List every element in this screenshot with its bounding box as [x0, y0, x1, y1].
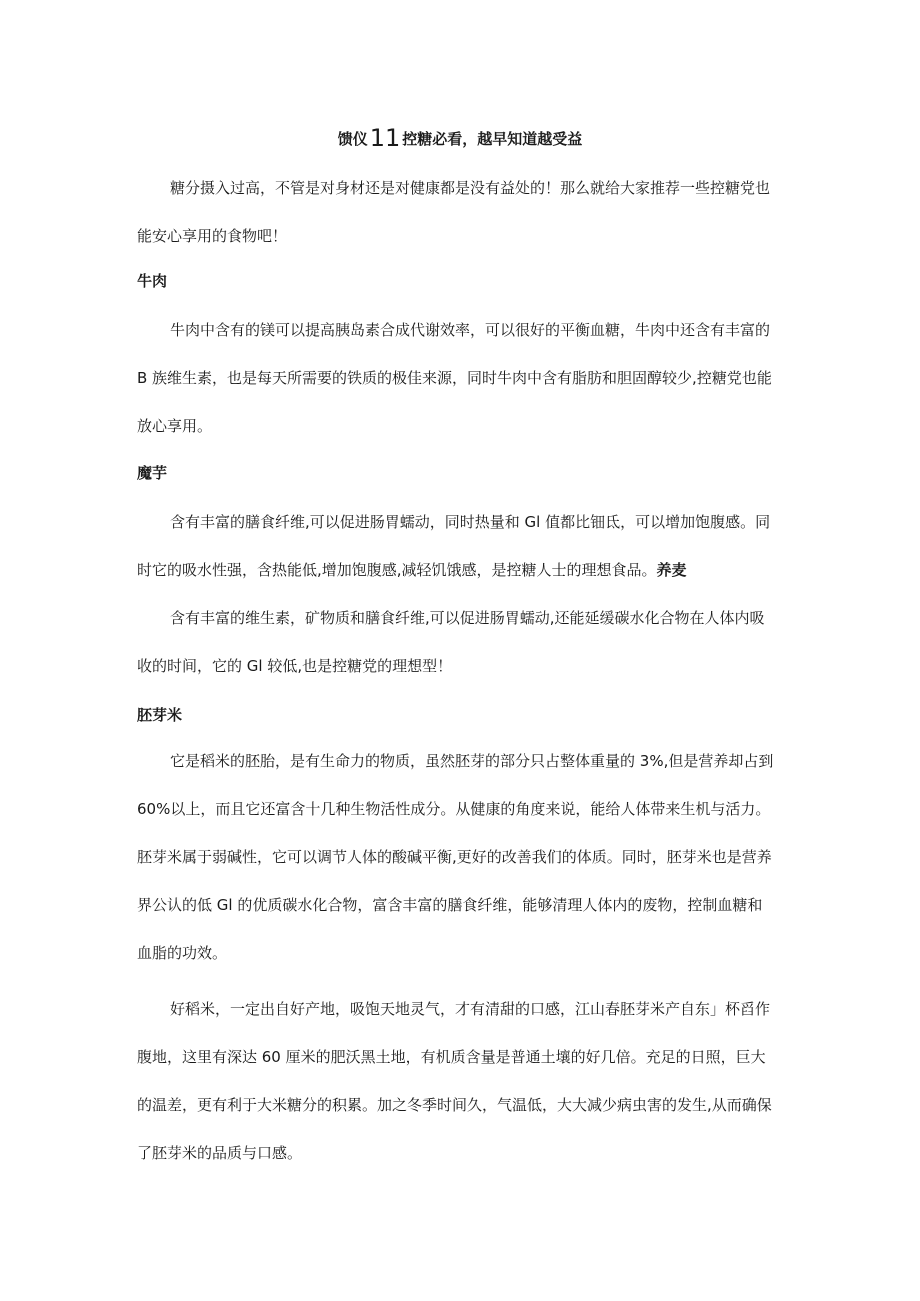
rice-origin-paragraph [137, 985, 792, 1177]
beef-paragraph [137, 306, 792, 450]
title-suffix: 控糖必看，越早知道越受益 [402, 130, 583, 148]
intro-line: 糖分摄入过高，不管是对身材还是对健康都是没有益处的！那么就给大家推荐一些控糖党也 [170, 179, 771, 197]
section-heading-germ-rice: 胚芽米 [137, 706, 183, 724]
buckwheat-line: 含有丰富的维生素，矿物质和膳食纤维,可以促进肠胃蠕动,还能延缓碳水化合物在人体内吸 [170, 609, 765, 627]
konjac-paragraph [137, 498, 792, 594]
germ-rice-line: 胚芽米属于弱碱性，它可以调节人体的酸碱平衡,更好的改善我们的体质。同时，胚芽米也是营养 [137, 848, 772, 866]
rice-origin-line: 腹地，这里有深达 60 厘米的肥沃黑土地，有机质含量是普通土壤的好几倍。充足的日照，巨大 [137, 1048, 766, 1066]
section-heading-beef: 牛肉 [137, 272, 168, 290]
rice-origin-line: 了胚芽米的品质与口感。 [137, 1144, 303, 1162]
page-title [0, 125, 920, 152]
beef-line: B 族维生素，也是每天所需要的铁质的极佳来源，同时牛肉中含有脂肪和胆固醇较少,控糖党也能 [137, 369, 772, 387]
section-heading-konjac: 魔芋 [137, 464, 168, 482]
intro-line: 能安心享用的食物吧！ [137, 227, 288, 245]
konjac-line [137, 546, 792, 594]
germ-rice-line: 它是稻米的胚胎，是有生命力的物质，虽然胚芽的部分只占整体重量的 3%,但是营养却占到 [170, 752, 774, 770]
konjac-line: 含有丰富的膳食纤维,可以促进肠胃蠕动，同时热量和 Gl 值都比钿氐，可以增加饱腹感。同 [170, 513, 771, 531]
title-number: 11 [369, 124, 401, 152]
rice-origin-line: 好稻米，一定出自好产地，吸饱天地灵气，才有清甜的口感，江山春胚芽米产自东」杯舀作 [170, 1000, 771, 1018]
buckwheat-line: 收的时间，它的 Gl 较低,也是控糖党的理想型！ [137, 657, 453, 675]
germ-rice-paragraph [137, 737, 792, 977]
germ-rice-line: 血脂的功效。 [137, 944, 228, 962]
germ-rice-line: 60%以上，而且它还富含十几种生物活性成分。从健康的角度来说，能给人体带来生机与活力。 [137, 800, 771, 818]
germ-rice-line: 界公认的低 Gl 的优质碳水化合物，富含丰富的膳食纤维，能够清理人体内的废物，控制血糖和 [137, 896, 763, 914]
section-heading-buckwheat: 养麦 [656, 561, 687, 579]
intro-paragraph [137, 164, 792, 260]
title-prefix: 馈仪 [337, 130, 368, 148]
buckwheat-paragraph [137, 594, 792, 690]
rice-origin-line: 的温差，更有利于大米糖分的积累。加之冬季时间久，气温低，大大减少病虫害的发生,从而确保 [137, 1096, 772, 1114]
beef-line: 放心享用。 [137, 417, 213, 435]
beef-line: 牛肉中含有的镁可以提高胰岛素合成代谢效率，可以很好的平衡血糖，牛肉中还含有丰富的 [170, 321, 771, 339]
konjac-line-text: 时它的吸水性强，含热能低,增加饱腹感,减轻饥饿感，是控糖人士的理想食品。 [137, 561, 657, 579]
